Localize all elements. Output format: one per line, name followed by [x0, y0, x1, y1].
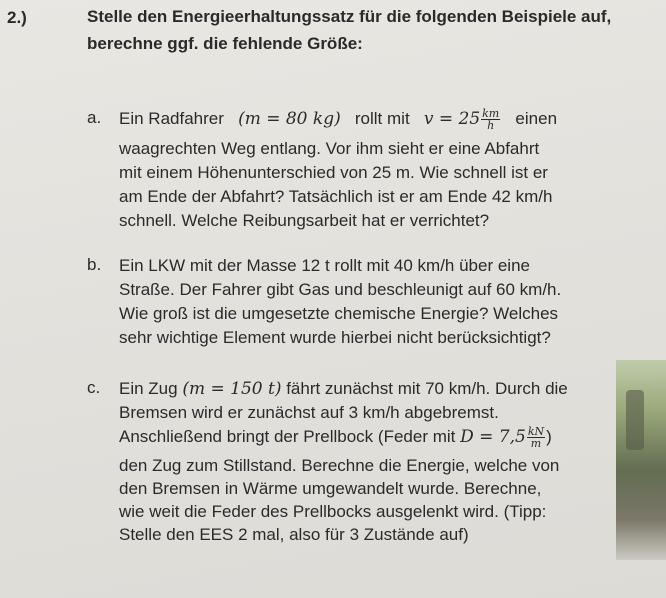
item-a-line-4: am Ende der Abfahrt? Tatsächlich ist er am Ende 42 km/h [119, 187, 553, 206]
item-a-line-2: waagrechten Weg entlang. Vor ihm sieht er eine Abfahrt [119, 139, 540, 158]
item-b-line-2: Straße. Der Fahrer gibt Gas und beschleunigt auf 60 km/h. [119, 280, 562, 299]
item-c-text: ) [546, 427, 552, 446]
item-a-marker: a. [87, 108, 102, 127]
item-a-line-3: mit einem Höhenunterschied von 25 m. Wie schnell ist er [119, 163, 548, 182]
item-a-text: rollt mit [354, 109, 410, 128]
item-c-line-2: Bremsen wird er zunächst auf 3 km/h abgebremst. [119, 403, 499, 422]
item-c-line-4: den Zug zum Stillstand. Berechne die Energie, welche von [119, 456, 560, 475]
item-a-velocity: v = 25 [423, 109, 481, 129]
item-b-line-3: Wie groß ist die umgesetzte chemische Energie? Welches [119, 304, 559, 323]
item-c-text: fährt zunächst mit 70 km/h. Durch die [286, 379, 568, 398]
background-photo-fragment [616, 360, 666, 560]
item-a-text: einen [515, 109, 558, 128]
item-c-marker: c. [87, 378, 101, 397]
task-title-line-2: berechne ggf. die fehlende Größe: [87, 34, 363, 53]
item-c-spring-unit: $\frac{kN}{m}$ [527, 425, 545, 451]
task-title-line-1: Stelle den Energieerhaltungssatz für die folgenden Beispiele auf, [87, 7, 612, 26]
item-c-line-7: Stelle den EES 2 mal, also für 3 Zustände auf) [119, 525, 469, 544]
item-a-velocity-unit: $\frac{km}{h}$ [482, 107, 500, 133]
item-a-mass: (m = 80 kg) [238, 109, 341, 129]
item-c-line-6: wie weit die Feder des Prellbocks ausgelenkt wird. (Tipp: [119, 502, 547, 521]
item-a-line-5: schnell. Welche Reibungsarbeit hat er verrichtet? [119, 211, 490, 230]
item-c-text: Anschließend bringt der Prellbock (Feder mit [119, 427, 456, 446]
item-a-text: Ein Radfahrer [119, 109, 224, 128]
item-c-line-1 [119, 378, 568, 400]
item-a-line-1 [119, 108, 557, 131]
item-b-line-1: Ein LKW mit der Masse 12 t rollt mit 40 km/h über eine [119, 256, 530, 275]
item-c-line-3 [119, 426, 552, 449]
item-c-line-5: den Bremsen in Wärme umgewandelt wurde. Berechne, [119, 479, 542, 498]
item-c-mass: (m = 150 t) [182, 379, 282, 399]
item-c-spring-constant: D = 7,5 [460, 427, 526, 447]
item-b-marker: b. [87, 255, 102, 274]
item-c-text: Ein Zug [119, 379, 178, 398]
task-number: 2.) [7, 8, 27, 27]
item-b-line-4: sehr wichtige Element wurde hierbei nicht berücksichtigt? [119, 328, 551, 347]
